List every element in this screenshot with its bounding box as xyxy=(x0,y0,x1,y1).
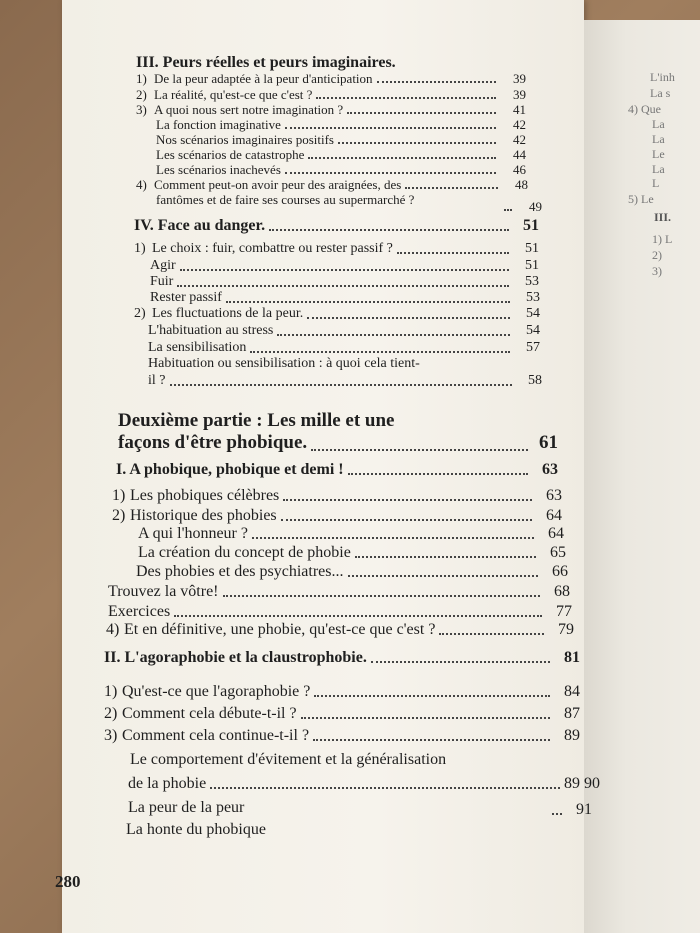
toc-entry-number: 2) xyxy=(136,87,147,102)
toc-entry xyxy=(150,274,539,290)
toc-entry xyxy=(112,508,562,524)
toc-entry-title: de la phobie xyxy=(128,775,207,792)
right-page-text: La xyxy=(652,162,665,176)
toc-entry-title: IV. Face au danger. xyxy=(134,217,266,234)
toc-entry-page: 42 xyxy=(513,132,526,147)
toc-entry xyxy=(136,88,526,102)
toc-entry-page: 51 xyxy=(525,241,539,256)
dot-leader xyxy=(226,301,510,303)
toc-entry-page: 81 xyxy=(564,649,580,666)
toc-entry xyxy=(134,218,539,234)
toc-entry xyxy=(106,622,574,638)
dot-leader xyxy=(277,334,510,336)
toc-entry-title: Le comportement d'évitement et la généralisation xyxy=(130,751,447,768)
toc-entry xyxy=(148,356,528,372)
toc-entry-title: façons d'être phobique. xyxy=(118,432,308,453)
toc-entry-page: 53 xyxy=(525,274,539,289)
toc-entry-page: 39 xyxy=(513,87,526,102)
toc-entry xyxy=(108,584,570,600)
toc-entry-page: 61 xyxy=(539,432,558,453)
dot-leader xyxy=(504,209,512,211)
toc-entry-title: Comment cela continue-t-il ? xyxy=(122,727,310,744)
toc-entry xyxy=(148,340,540,356)
dot-leader xyxy=(308,157,496,159)
dot-leader xyxy=(281,519,532,521)
toc-entry xyxy=(118,432,558,454)
toc-entry xyxy=(156,133,526,147)
right-page-text: III. xyxy=(654,210,672,224)
toc-entry xyxy=(136,178,528,192)
toc-entry-title: La réalité, qu'est-ce que c'est ? xyxy=(154,87,313,102)
toc-entry xyxy=(128,800,548,816)
toc-entry xyxy=(130,752,550,768)
toc-entry-title: De la peur adaptée à la peur d'anticipation xyxy=(154,71,373,86)
toc-entry-title: Des phobies et des psychiatres... xyxy=(136,563,344,580)
toc-entry-title: Rester passif xyxy=(150,290,222,305)
toc-entry xyxy=(156,163,526,177)
toc-entry-page: 84 xyxy=(564,683,580,700)
toc-entry-title: La honte du phobique xyxy=(126,821,266,838)
toc-entry-title: A qui l'honneur ? xyxy=(138,525,248,542)
toc-entry-page: 89 xyxy=(564,727,580,744)
dot-leader xyxy=(170,384,513,386)
toc-entry-number: 1) xyxy=(104,683,118,700)
dot-leader xyxy=(552,813,562,815)
toc-entry-page: 68 xyxy=(554,583,570,600)
toc-entry xyxy=(148,323,540,339)
dot-leader xyxy=(355,556,536,558)
toc-entry-title: Qu'est-ce que l'agoraphobie ? xyxy=(122,683,311,700)
dot-leader xyxy=(252,537,534,539)
toc-entry-page: 87 xyxy=(564,705,580,722)
toc-entry-page: 53 xyxy=(526,290,540,305)
toc-entry xyxy=(118,410,538,432)
dot-leader xyxy=(177,285,509,287)
toc-entry-title: La création du concept de phobie xyxy=(138,544,351,561)
page-number: 280 xyxy=(55,872,81,891)
toc-entry-page: 44 xyxy=(513,147,526,162)
toc-entry xyxy=(136,72,526,86)
toc-entry xyxy=(500,199,542,214)
toc-entry xyxy=(136,103,526,117)
toc-entry xyxy=(150,258,539,274)
dot-leader xyxy=(180,269,509,271)
toc-entry-page: 63 xyxy=(546,487,562,504)
toc-entry xyxy=(156,148,526,162)
right-page-text: La xyxy=(652,132,665,146)
toc-entry-page: 51 xyxy=(525,258,539,273)
dot-leader xyxy=(285,172,496,174)
toc-entry-title: Habituation ou sensibilisation : à quoi cela tient- xyxy=(148,356,420,371)
toc-entry xyxy=(104,706,580,722)
toc-entry-page: 77 xyxy=(556,603,572,620)
right-page-text: 4) Que xyxy=(628,102,661,116)
toc-entry xyxy=(104,684,580,700)
toc-entry-title: Deuxième partie : Les mille et une xyxy=(118,410,395,431)
toc-entry-page: 64 xyxy=(548,525,564,542)
dot-leader xyxy=(316,97,496,99)
toc-entry-page: 48 xyxy=(515,177,528,192)
right-page-text: 1) L xyxy=(652,232,673,246)
toc-entry-page: 79 xyxy=(558,621,574,638)
toc-entry-title: La sensibilisation xyxy=(148,340,247,355)
dot-leader xyxy=(174,615,542,617)
toc-entry xyxy=(138,545,566,561)
toc-entry xyxy=(134,241,539,257)
dot-leader xyxy=(301,717,550,719)
toc-entry-title: Les scénarios inachevés xyxy=(156,162,281,177)
dot-leader xyxy=(347,112,496,114)
toc-entry xyxy=(134,306,540,322)
dot-leader xyxy=(439,633,544,635)
toc-entry-page: 57 xyxy=(526,340,540,355)
toc-entry-title: A quoi nous sert notre imagination ? xyxy=(154,102,344,117)
toc-entry-title: Et en définitive, une phobie, qu'est-ce que c'est ? xyxy=(124,621,436,638)
right-page-text: 2) xyxy=(652,248,662,262)
right-page-text: L'inh xyxy=(650,70,675,84)
toc-entry-page: 51 xyxy=(523,217,539,234)
toc-entry xyxy=(136,55,476,71)
right-page-text: Le xyxy=(652,147,665,161)
toc-entry-title: Trouvez la vôtre! xyxy=(108,583,219,600)
dot-leader xyxy=(307,317,510,319)
toc-entry xyxy=(548,802,592,818)
toc-entry-title: Les phobiques célèbres xyxy=(130,487,280,504)
right-page-text: La xyxy=(652,117,665,131)
toc-entry-page: 42 xyxy=(513,117,526,132)
toc-entry xyxy=(156,118,526,132)
toc-entry-number: 4) xyxy=(106,621,120,638)
toc-entry xyxy=(136,564,568,580)
dot-leader xyxy=(223,595,541,597)
dot-leader xyxy=(338,142,496,144)
toc-entry-title: I. A phobique, phobique et demi ! xyxy=(116,461,344,478)
toc-entry-number: 1) xyxy=(112,487,126,504)
right-page-text: L xyxy=(652,176,660,190)
toc-entry-number: 2) xyxy=(134,306,146,321)
toc-entry-title: fantômes et de faire ses courses au supermarché ? xyxy=(156,192,415,207)
right-page-text: 5) Le xyxy=(628,192,654,206)
toc-entry-number: 3) xyxy=(104,727,118,744)
toc-entry-title: Exercices xyxy=(108,603,171,620)
dot-leader xyxy=(348,473,528,475)
toc-entry-page: 49 xyxy=(529,199,542,214)
toc-entry-title: Comment cela débute-t-il ? xyxy=(122,705,297,722)
toc-entry-title: Agir xyxy=(150,258,176,273)
dot-leader xyxy=(313,739,550,741)
toc-entry-page: 54 xyxy=(526,306,540,321)
toc-entry-title: II. L'agoraphobie et la claustrophobie. xyxy=(104,649,367,666)
toc-entry xyxy=(150,290,540,306)
toc-entry-title: Le choix : fuir, combattre ou rester passif ? xyxy=(152,241,393,256)
toc-entry xyxy=(104,728,580,744)
dot-leader xyxy=(311,449,528,451)
dot-leader xyxy=(210,787,560,789)
right-page-text: 3) xyxy=(652,264,662,278)
toc-entry-title: Comment peut-on avoir peur des araignées, des xyxy=(154,177,402,192)
toc-entry xyxy=(116,462,558,478)
toc-entry-number: 1) xyxy=(134,241,146,256)
dot-leader xyxy=(269,229,509,231)
toc-entry-title: L'habituation au stress xyxy=(148,323,274,338)
toc-entry xyxy=(112,488,562,504)
toc-entry-number: 1) xyxy=(136,71,147,86)
toc-entry xyxy=(108,604,572,620)
toc-entry-title: La fonction imaginative xyxy=(156,117,281,132)
toc-entry-page: 89 90 xyxy=(564,775,600,792)
toc-entry-number: 3) xyxy=(136,102,147,117)
dot-leader xyxy=(285,127,496,129)
toc-entry xyxy=(156,193,496,207)
toc-entry-page: 41 xyxy=(513,102,526,117)
toc-entry-number: 4) xyxy=(136,177,147,192)
dot-leader xyxy=(371,661,550,663)
toc-entry-title: III. Peurs réelles et peurs imaginaires. xyxy=(136,54,396,71)
toc-entry-number: 2) xyxy=(112,507,126,524)
dot-leader xyxy=(283,499,532,501)
toc-entry-page: 54 xyxy=(526,323,540,338)
dot-leader xyxy=(377,81,496,83)
dot-leader xyxy=(250,351,510,353)
toc-entry-page: 91 xyxy=(576,801,592,818)
toc-entry-number: 2) xyxy=(104,705,118,722)
dot-leader xyxy=(397,252,509,254)
toc-entry xyxy=(126,822,550,838)
toc-entry-page: 46 xyxy=(513,162,526,177)
toc-entry-title: Nos scénarios imaginaires positifs xyxy=(156,132,334,147)
toc-entry xyxy=(104,650,580,666)
toc-entry xyxy=(138,526,564,542)
toc-entry-title: Les scénarios de catastrophe xyxy=(156,147,305,162)
toc-entry-title: il ? xyxy=(148,373,166,388)
right-page-text: La s xyxy=(650,86,671,100)
toc-entry xyxy=(148,373,542,389)
toc-entry-page: 58 xyxy=(528,373,542,388)
toc-entry-title: La peur de la peur xyxy=(128,799,245,816)
toc-entry-title: Fuir xyxy=(150,274,174,289)
toc-entry-page: 65 xyxy=(550,544,566,561)
toc-entry-page: 64 xyxy=(546,507,562,524)
toc-entry-title: Historique des phobies xyxy=(130,507,277,524)
dot-leader xyxy=(348,575,538,577)
toc-entry-title: Les fluctuations de la peur. xyxy=(152,306,304,321)
toc-entry-page: 66 xyxy=(552,563,568,580)
dot-leader xyxy=(314,695,550,697)
toc-entry-page: 39 xyxy=(513,71,526,86)
toc-entry-page: 63 xyxy=(542,461,558,478)
toc-entry xyxy=(128,775,600,792)
dot-leader xyxy=(405,187,498,189)
